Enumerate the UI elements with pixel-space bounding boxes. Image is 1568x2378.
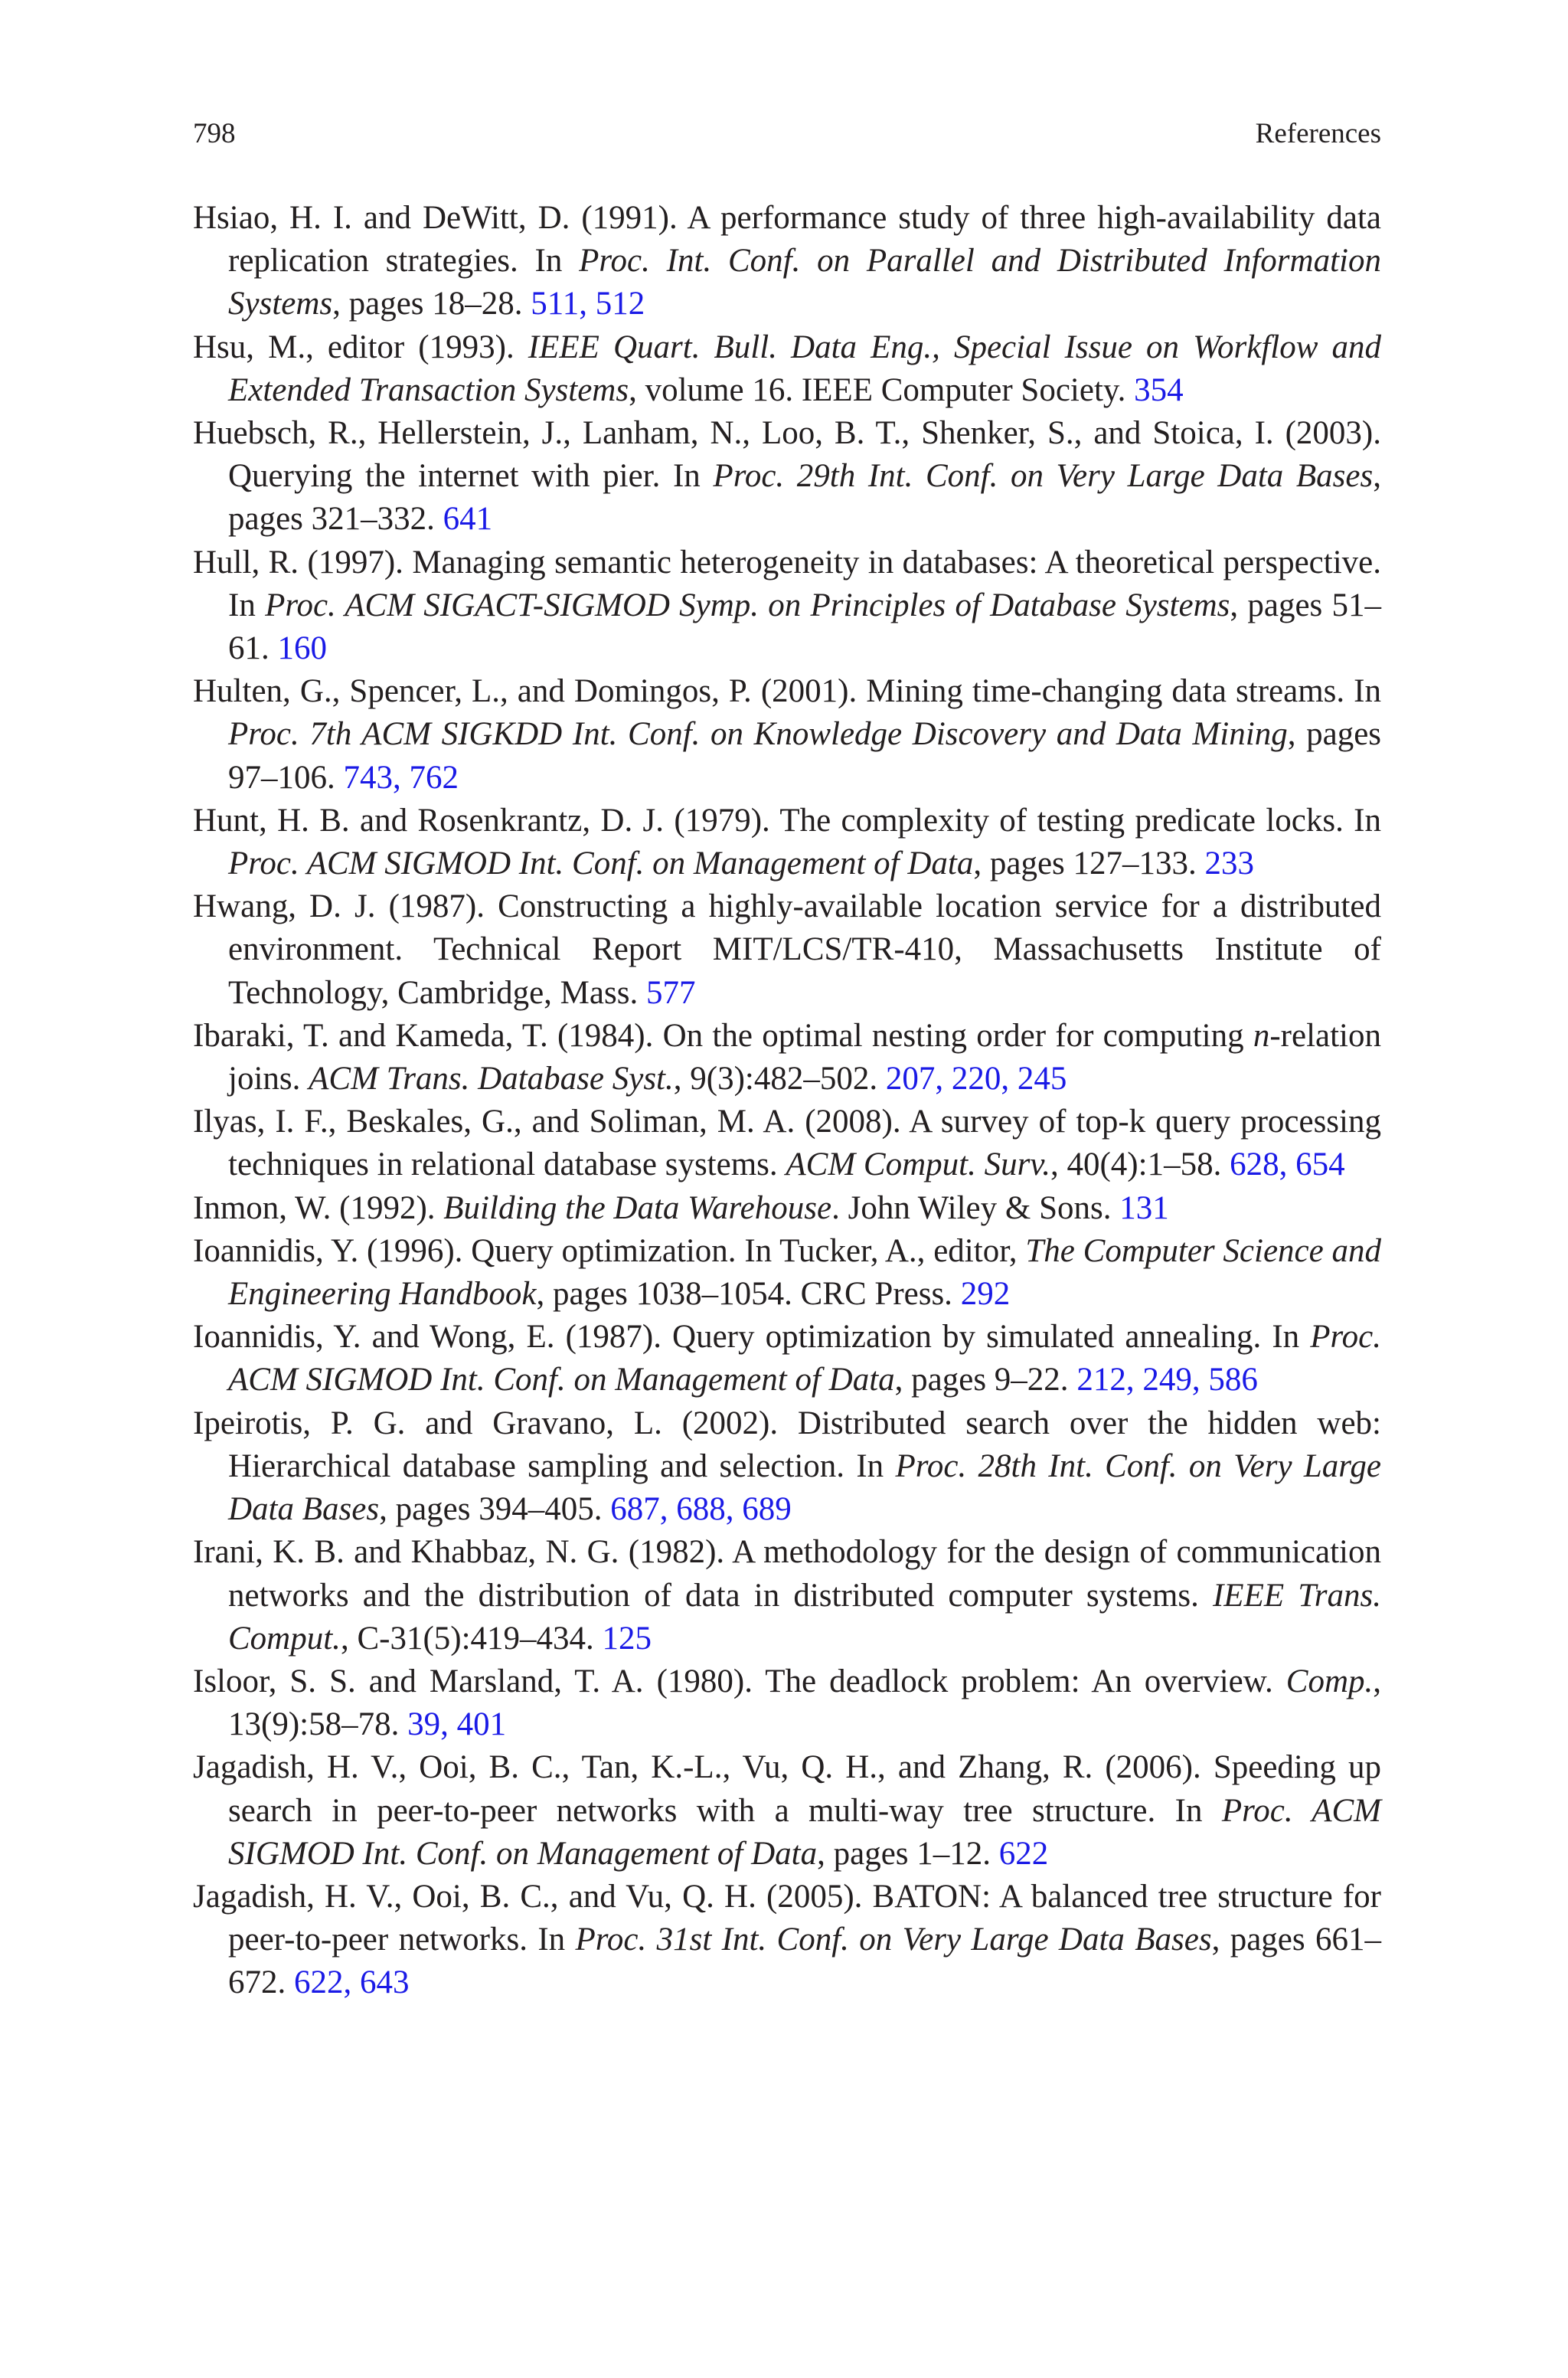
page-backlink[interactable]: 354 [1134,371,1184,408]
reference-text: Hwang, D. J. (1987). Constructing a highly-available location service for a distributed environment. Technical Report MIT/LCS/TR-410, Massachusetts Institute of Technology, Cambridge, Mass. [193,888,1381,1011]
reference-text: , pages 18–28. [332,286,531,322]
reference-text: Ioannidis, Y. (1996). Query optimization. In Tucker, A., editor, [193,1232,1026,1269]
reference-text: Isloor, S. S. and Marsland, T. A. (1980). The deadlock problem: An overview. [193,1663,1286,1699]
reference-text: Hull, R. (1997). Managing semantic heterogeneity in databases: A theoretical perspective. In [193,544,1381,623]
page-backlink[interactable]: 743, 762 [343,759,459,796]
page-backlink[interactable]: 622, 643 [294,1964,410,2001]
page-backlink[interactable]: 687, 688, 689 [610,1491,792,1528]
reference-text: Irani, K. B. and Khabbaz, N. G. (1982). A methodology for the design of communication networks and the distribution of data in distributed computer systems. [193,1534,1381,1614]
reference-italic-text: Proc. 7th ACM SIGKDD Int. Conf. on Knowledge Discovery and Data Mining [228,716,1288,753]
reference-italic-text: Proc. 31st Int. Conf. on Very Large Data Bases [575,1922,1212,1958]
reference-text: , pages 51–61. [228,587,1381,667]
page-backlink[interactable]: 511, 512 [531,286,645,322]
reference-text: Hsiao, H. I. and DeWitt, D. (1991). A performance study of three high-availability data replication strategies. In [193,200,1381,280]
running-head [193,115,1381,153]
reference-entry [193,1660,1381,1746]
reference-italic-text: Proc. ACM SIGMOD Int. Conf. on Management of Data [228,1792,1381,1872]
reference-text: Hunt, H. B. and Rosenkrantz, D. J. (1979). The complexity of testing predicate locks. In [193,802,1381,839]
reference-text: Inmon, W. (1992). [193,1189,444,1226]
reference-text: , C-31(5):419–434. [340,1620,603,1657]
reference-italic-text: ACM Trans. Database Syst. [309,1061,674,1097]
reference-text: , pages 1038–1054. CRC Press. [536,1276,961,1313]
reference-text: Ilyas, I. F., Beskales, G., and Soliman, M. A. (2008). A survey of top-k query processing techniques in relational database systems. [193,1104,1381,1183]
reference-text: . John Wiley & Sons. [831,1189,1120,1226]
page-backlink[interactable]: 125 [602,1620,652,1657]
reference-italic-text: Proc. ACM SIGMOD Int. Conf. on Management of Data [228,1319,1381,1398]
reference-text: Huebsch, R., Hellerstein, J., Lanham, N., Loo, B. T., Shenker, S., and Stoica, I. (2003). Querying the internet with pier. In [193,415,1381,495]
reference-entry [193,885,1381,1015]
reference-entry [193,1746,1381,1876]
reference-text: , pages 394–405. [379,1491,611,1528]
reference-text: , pages 127–133. [973,846,1205,882]
reference-text: , 9(3):482–502. [673,1061,886,1097]
reference-text: Ioannidis, Y. and Wong, E. (1987). Query optimization by simulated annealing. In [193,1319,1311,1356]
reference-entry [193,197,1381,326]
reference-entry [193,1015,1381,1101]
page-number: 798 [193,118,236,149]
reference-entry [193,326,1381,412]
reference-italic-text: Proc. ACM SIGACT-SIGMOD Symp. on Principles of Database Systems [265,587,1230,623]
reference-entry [193,1101,1381,1186]
reference-text: Hulten, G., Spencer, L., and Domingos, P. (2001). Mining time-changing data streams. In [193,673,1381,710]
reference-italic-text: IEEE Trans. Comput. [228,1577,1381,1657]
page-backlink[interactable]: 641 [443,501,493,538]
reference-text: , pages 1–12. [817,1835,999,1872]
reference-text: Jagadish, H. V., Ooi, B. C., Tan, K.-L., Vu, Q. H., and Zhang, R. (2006). Speeding up search in peer-to-peer networks with a multi-way tree structure. In [193,1749,1381,1829]
reference-italic-text: Proc. 29th Int. Conf. on Very Large Data Bases [713,458,1374,495]
page-backlink[interactable]: 207, 220, 245 [885,1061,1067,1097]
reference-text: , pages 321–332. [228,458,1381,538]
reference-entry [193,541,1381,671]
page-backlink[interactable]: 233 [1204,846,1255,882]
reference-italic-text: ACM Comput. Surv. [786,1146,1050,1183]
page-backlink[interactable]: 131 [1119,1189,1169,1226]
reference-italic-text: Comp. [1285,1663,1374,1699]
reference-text: Ipeirotis, P. G. and Gravano, L. (2002). Distributed search over the hidden web: Hierarchical database sampling and selection. In [193,1405,1381,1484]
reference-entry [193,1187,1381,1230]
reference-entry [193,1876,1381,2005]
reference-italic-text: Proc. 28th Int. Conf. on Very Large Data Bases [228,1447,1381,1528]
page-backlink[interactable]: 212, 249, 586 [1076,1362,1258,1398]
page-backlink[interactable]: 160 [277,630,327,667]
page-backlink[interactable]: 622 [998,1835,1049,1872]
book-page [193,115,1381,2005]
page-backlink[interactable]: 628, 654 [1230,1146,1345,1183]
reference-entry [193,670,1381,800]
reference-text: , volume 16. IEEE Computer Society. [629,371,1135,408]
page-backlink[interactable]: 577 [645,974,696,1011]
reference-italic-text: Building the Data Warehouse [443,1189,832,1226]
reference-text: , 40(4):1–58. [1050,1146,1230,1183]
reference-text: Jagadish, H. V., Ooi, B. C., and Vu, Q. H. (2005). BATON: A balanced tree structure for peer-to-peer networks. In [193,1878,1381,1958]
reference-italic-text: IEEE Quart. Bull. Data Eng., Special Issue on Workflow and Extended Transaction Systems [228,329,1381,408]
reference-text: , pages 97–106. [228,716,1382,796]
page-backlink[interactable]: 39, 401 [407,1706,507,1743]
reference-entry [193,1531,1381,1660]
reference-text: , pages 9–22. [894,1362,1077,1398]
reference-entry [193,1402,1381,1532]
reference-italic-text: The Computer Science and Engineering Handbook [228,1232,1382,1313]
running-title: References [1255,118,1381,149]
reference-text: -relation joins. [228,1017,1381,1097]
reference-italic-text: Proc. Int. Conf. on Parallel and Distributed Information Systems [228,243,1381,322]
reference-entry [193,1316,1381,1402]
reference-text: Ibaraki, T. and Kameda, T. (1984). On the optimal nesting order for computing [193,1017,1253,1054]
reference-italic-text: Proc. ACM SIGMOD Int. Conf. on Management of Data [228,846,974,882]
reference-text: Hsu, M., editor (1993). [193,329,528,365]
reference-list [193,197,1381,2005]
reference-italic-text: n [1253,1017,1270,1054]
reference-entry [193,800,1381,885]
reference-text: , 13(9):58–78. [228,1663,1381,1743]
page-backlink[interactable]: 292 [960,1276,1011,1313]
reference-entry [193,412,1381,541]
reference-text: , pages 661–672. [228,1922,1381,2001]
reference-entry [193,1230,1381,1316]
